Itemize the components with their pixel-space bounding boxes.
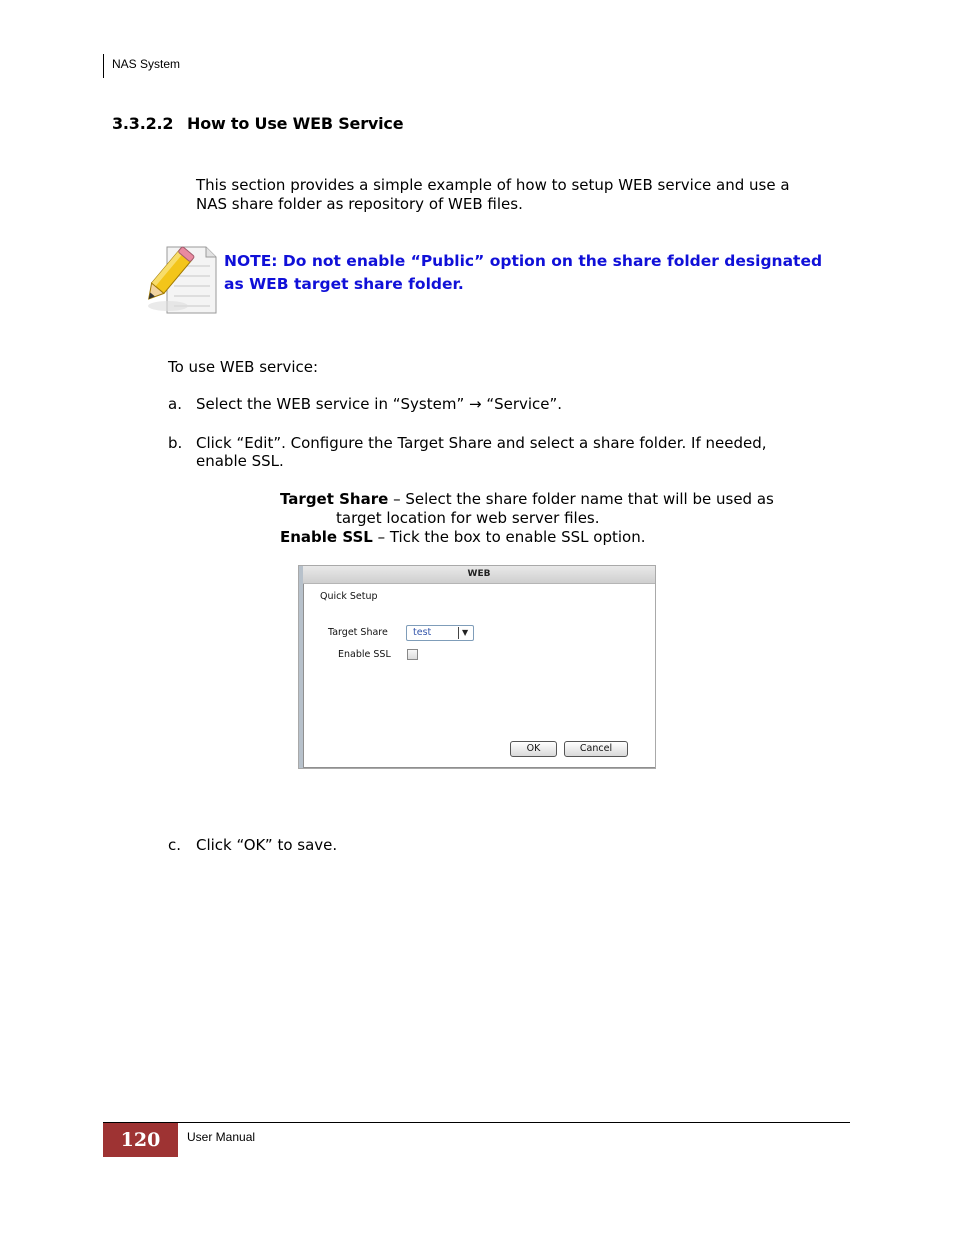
note-pencil-icon: [140, 244, 220, 316]
step-b-text-line-2: enable SSL.: [196, 452, 284, 470]
target-share-select[interactable]: [406, 625, 474, 641]
select-divider: [458, 627, 459, 639]
dialog-body: [303, 584, 655, 768]
ok-button[interactable]: OK: [510, 741, 557, 757]
enable-ssl-definition: [280, 528, 646, 547]
section-number: 3.3.2.2: [112, 114, 174, 133]
footer-divider: [103, 1122, 850, 1123]
note-text: NOTE: Do not enable “Public” option on the share folder designated as WEB target share folder.: [224, 252, 823, 293]
header-title: NAS System: [112, 57, 181, 71]
step-b: [168, 434, 767, 453]
dialog-subtitle: Quick Setup: [320, 591, 378, 602]
target-share-desc-line-2: target location for web server files.: [336, 509, 600, 527]
intro-line-1: This section provides a simple example of how to setup WEB service and use a: [196, 176, 790, 194]
target-share-definition: [280, 490, 774, 509]
header-divider: [103, 54, 104, 78]
section-title: How to Use WEB Service: [187, 114, 404, 133]
enable-ssl-checkbox[interactable]: [407, 649, 418, 660]
step-b-text-line-1: Click “Edit”. Configure the Target Share and select a share folder. If needed,: [196, 434, 767, 452]
web-dialog: [298, 565, 656, 769]
step-b-label: b.: [168, 434, 183, 452]
target-share-desc-line-1: – Select the share folder name that will be used as: [388, 490, 774, 508]
step-a: [168, 395, 562, 414]
step-c-text: Click “OK” to save.: [196, 836, 338, 854]
step-c-label: c.: [168, 836, 182, 854]
dialog-title: WEB: [303, 566, 655, 584]
footer-text: User Manual: [187, 1130, 256, 1144]
target-share-term: Target Share: [280, 490, 389, 508]
steps-intro: To use WEB service:: [168, 358, 319, 376]
target-share-label: Target Share: [328, 627, 388, 638]
target-share-value: test: [413, 627, 432, 638]
step-c: [168, 836, 337, 855]
step-a-text: Select the WEB service in “System” → “Service”.: [196, 395, 563, 413]
intro-line-2: NAS share folder as repository of WEB files.: [196, 195, 523, 213]
step-a-label: a.: [168, 395, 182, 413]
enable-ssl-term: Enable SSL: [280, 528, 373, 546]
cancel-button[interactable]: Cancel: [564, 741, 628, 757]
enable-ssl-label: Enable SSL: [338, 649, 391, 660]
enable-ssl-desc: – Tick the box to enable SSL option.: [372, 528, 646, 546]
section-heading: [112, 114, 403, 133]
page-number: 120: [103, 1123, 178, 1157]
chevron-down-icon[interactable]: ▼: [462, 628, 469, 637]
